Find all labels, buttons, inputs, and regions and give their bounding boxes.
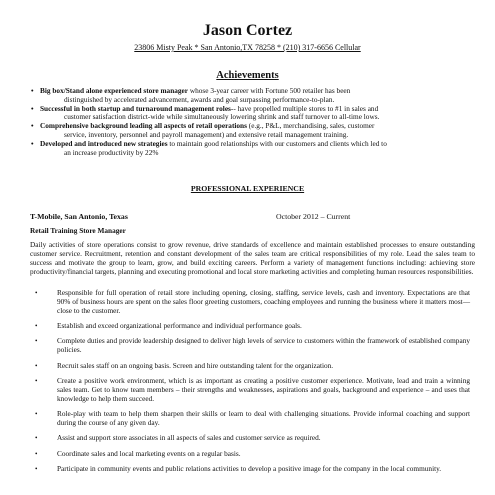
achievement-bold: Big box/Stand alone experienced store manager: [40, 86, 189, 95]
bullet-icon: •: [35, 434, 38, 443]
achievement-bold: Successful in both startup and turnaround management roles: [40, 103, 231, 113]
achievement-bold: Developed and introduced new strategies: [40, 138, 168, 148]
bullet-icon: •: [35, 361, 38, 370]
duty-item: [30, 362, 470, 371]
duty-item: [30, 410, 470, 428]
achievement-item: [30, 140, 470, 158]
duty-item: [30, 289, 470, 316]
duty-text: Assist and support store associates in all aspects of sales and customer service as required.: [57, 433, 321, 443]
achievement-bold: Comprehensive background leading all aspects of retail operations: [40, 121, 247, 131]
bullet-icon: •: [35, 464, 38, 473]
experience-heading: PROFESSIONAL EXPERIENCE: [190, 184, 305, 193]
employer: T-Mobile, San Antonio, Texas: [30, 212, 128, 221]
duty-text: Role-play with team to help them sharpen their skills or learn to deal with challenging situations. Provide informal coaching and support during the course of any given day.: [57, 409, 470, 427]
duty-text: Complete duties and provide leadership designed to deliver high levels of service to customers within the framework of established company policies.: [57, 336, 470, 355]
achievement-item: [30, 122, 470, 140]
duty-text: Participate in community events and public relations activities to develop a positive image for the company in the local community.: [57, 463, 442, 473]
achievement-item: [30, 87, 470, 105]
achievement-text: to maintain good relationships with our customers and clients which led to: [167, 138, 387, 148]
duty-item: [30, 337, 470, 355]
duty-item: [30, 322, 470, 331]
bullet-icon: •: [35, 410, 38, 419]
bullet-icon: •: [35, 449, 38, 458]
employment-dates: October 2012 – Current: [276, 212, 351, 221]
duty-text: Create a positive work environment, which is as important as creating a positive customer experience. Motivate, lead and train a winning sales team. Get to know team members – their strengths and weaknesses, aspirations and goals, background and experience – and uses that knowledge to help them succeed.: [57, 375, 470, 403]
achievement-continuation: service, inventory, personnel and payroll management) and extensive retail management training.: [64, 129, 349, 139]
duties-list: [30, 289, 470, 480]
achievement-continuation: distinguished by accelerated advancement, awards and goal surpassing performance-to-plan.: [64, 94, 335, 104]
duty-text: Coordinate sales and local marketing events on a regular basis.: [57, 448, 241, 458]
bullet-icon: •: [35, 322, 38, 331]
duty-item: [30, 465, 470, 474]
duty-text: Responsible for full operation of retail store including opening, closing, staffing, service levels, cash and inventory. Expectations are that 90% of business hours are spent on the sales floor greeting customers, coaching employees and running the business where it matters most—close to the customer.: [57, 288, 470, 315]
contact-line: 23806 Misty Peak * San Antonio,TX 78258 * (210) 317-6656 Cellular: [134, 43, 361, 52]
achievement-text: -- have propelled multiple stores to #1 in sales and: [230, 103, 379, 113]
duty-text: Establish and exceed organizational performance and individual performance goals.: [57, 321, 302, 331]
bullet-icon: •: [35, 376, 38, 385]
duty-item: [30, 434, 470, 443]
achievements-heading: Achievements: [216, 70, 279, 81]
job-title: Retail Training Store Manager: [30, 226, 126, 235]
duty-item: [30, 377, 470, 404]
achievement-text: (e.g., P&L, merchandising, sales, customer: [246, 121, 375, 131]
resume-name: Jason Cortez: [202, 22, 293, 39]
duty-text: Recruit sales staff on an ongoing basis. Screen and hire outstanding talent for the organization.: [57, 360, 334, 370]
achievement-text: whose 3-year career with Fortune 500 retailer has been: [188, 86, 351, 95]
job-summary: Daily activities of store operations consist to grow revenue, drive standards of excellence and maintain established processes to ensure outstanding customer service. Recruitment, retention and constant development of the sales team are critical responsibilities of my role. Lead the sales team to success and motivate the group to learn, grow, and build exciting careers. Perform a variety of management functions including: achieving store productivity/financial targets, planning and executing promotional and local store marketing activities and completing human resources responsibilities.: [30, 240, 475, 276]
duty-item: [30, 450, 470, 459]
achievement-continuation: an increase productivity by 22%: [64, 147, 159, 157]
achievement-continuation: customer satisfaction district-wide while simultaneously lowering shrink and staff turnover to all-time lows.: [64, 112, 380, 122]
achievement-item: [30, 105, 470, 123]
achievements-list: [30, 87, 470, 157]
bullet-icon: •: [35, 337, 38, 346]
bullet-icon: •: [35, 289, 38, 297]
